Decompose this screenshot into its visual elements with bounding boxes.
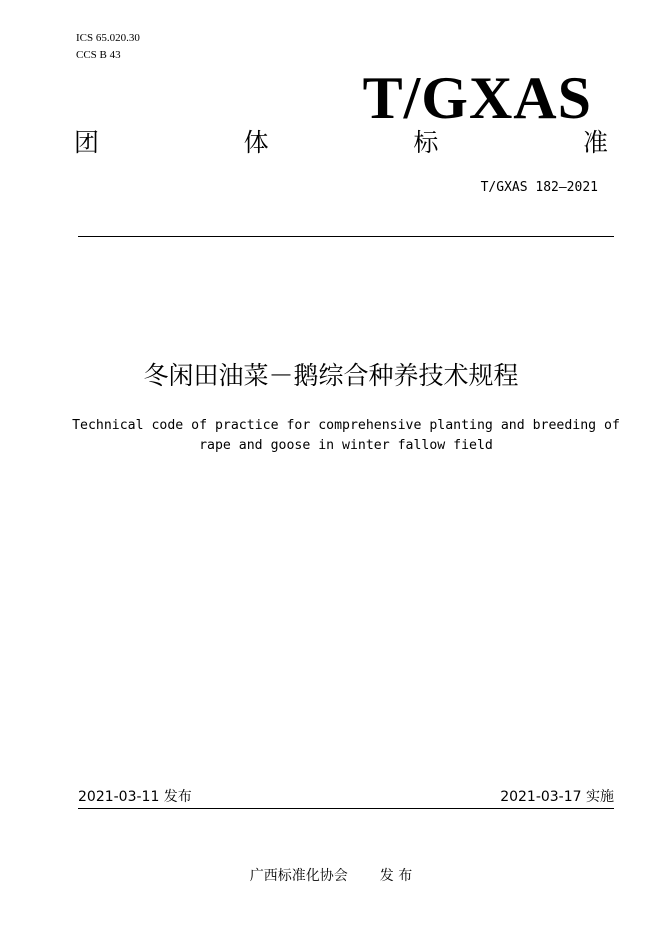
ccs-code: CCS B 43 xyxy=(76,49,121,61)
publisher-name: 广西标准化协会 xyxy=(249,868,348,884)
bottom-divider xyxy=(78,808,614,809)
standard-type-char: 体 xyxy=(243,128,269,157)
english-title-line: Technical code of practice for comprehensive planting and breeding of xyxy=(72,418,620,433)
implementation-date: 2021-03-17 实施 xyxy=(500,789,614,805)
ics-code: ICS 65.020.30 xyxy=(76,32,140,44)
standard-number: T/GXAS 182—2021 xyxy=(480,180,598,195)
publisher-line xyxy=(0,866,662,886)
standard-type xyxy=(74,128,608,158)
standard-type-char: 准 xyxy=(582,128,608,157)
standard-type-char: 标 xyxy=(413,128,439,157)
issue-date: 2021-03-11 发布 xyxy=(78,789,192,805)
standard-type-char: 团 xyxy=(74,128,100,157)
english-title-line: rape and goose in winter fallow field xyxy=(199,438,493,453)
top-divider xyxy=(78,236,614,237)
publisher-action: 发 布 xyxy=(379,868,413,884)
document-title-chinese: 冬闲田油菜－鹅综合种养技术规程 xyxy=(143,361,519,390)
document-title-english xyxy=(72,416,620,456)
standard-logo: T/GXAS xyxy=(362,65,592,131)
